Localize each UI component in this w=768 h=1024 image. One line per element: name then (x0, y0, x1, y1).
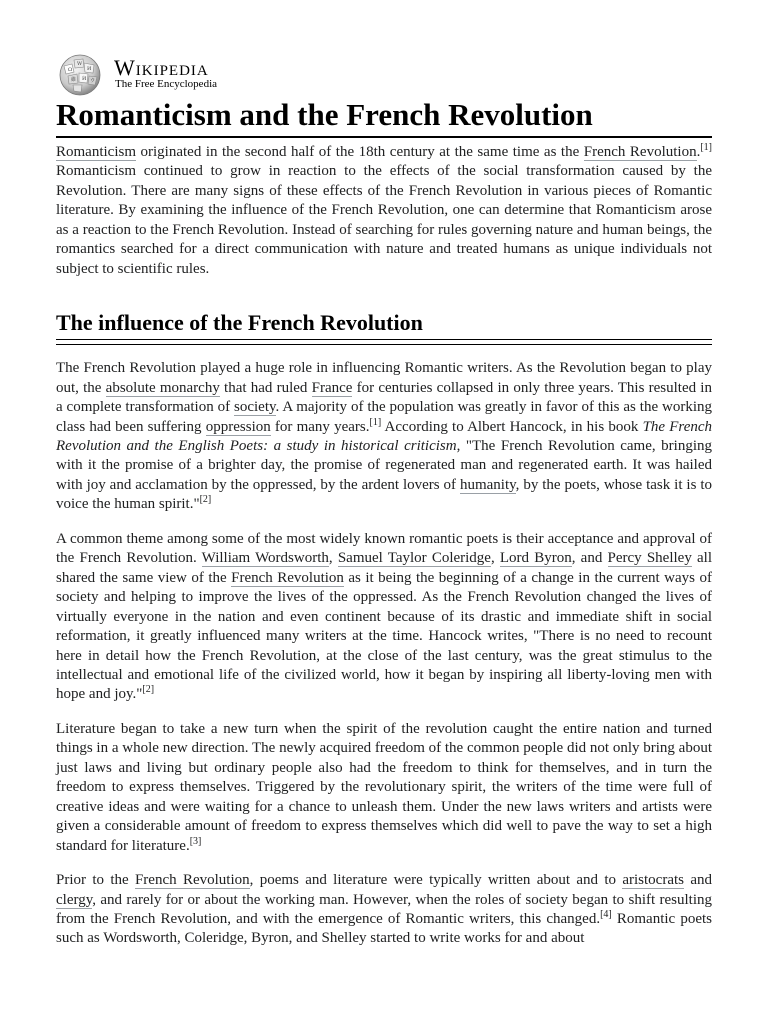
paragraph-text: for centuries collapsed in only three years. This resulted in a complete transformation of (56, 379, 712, 416)
citation-ref-2[interactable]: [2] (199, 494, 212, 506)
citation-ref-3[interactable]: [3] (189, 835, 202, 847)
paragraph-text: , and rarely for or about the working man. However, when the roles of society began to shift resulting from the French Revolution, and with the emergence of Romantic writers, this changed. (56, 891, 712, 927)
link-absolute-monarchy[interactable]: absolute monarchy (105, 379, 220, 396)
paragraph-text: that had ruled (219, 379, 312, 396)
svg-text:ウ: ウ (90, 78, 96, 84)
svg-text:維: 維 (71, 77, 77, 83)
paragraph-text: as it being the beginning of a change in the current ways of society and helping to improve the lives of the oppressed. As the French Revolution changed the lives of virtually everyone in the nation and even continent because of its drastic and immediate shift in social reformation, it greatly influenced many writers at the time. Hancock writes, "There is no need to recount here in detail how the French Revolution, at the close of the last century, was the great stimulus to the intellectual and emotional life of the civilized world, how it began by inspiring all liberty-loving men with hope and joy." (56, 569, 712, 703)
svg-text:W: W (77, 61, 83, 67)
paragraph-text: , (490, 550, 500, 567)
svg-text:Ѝ: Ѝ (82, 76, 87, 82)
wikipedia-globe-logo-icon[interactable] (56, 54, 104, 96)
paragraph-text: and (684, 872, 712, 889)
paragraph-text: According to Albert Hancock, in his book (381, 418, 643, 435)
paragraph-text: for many years. (270, 418, 370, 435)
link-french-revolution[interactable]: French Revolution (231, 569, 344, 586)
paragraph-text: , by the poets, whose task it is to voice the human spirit." (56, 476, 712, 513)
link-samuel-taylor-coleridge[interactable]: Samuel Taylor Coleridge (337, 550, 491, 567)
link-oppression[interactable]: oppression (205, 418, 271, 435)
wikipedia-wordmark[interactable]: Wikipedia (114, 55, 209, 80)
paragraph-text: The French Revolution played a huge role in influencing Romantic writers. As the Revolution began to play out, the (56, 360, 712, 396)
link-aristocrats[interactable]: aristocrats (622, 872, 684, 889)
citation-ref-1[interactable]: [1] (369, 416, 382, 428)
svg-text:И: И (87, 66, 92, 72)
paragraph-text: all shared the same view of the (56, 550, 712, 586)
citation-ref-4[interactable]: [4] (600, 908, 612, 920)
intro-text: . (696, 144, 701, 160)
citation-ref-1[interactable]: [1] (700, 142, 712, 153)
link-society[interactable]: society (234, 399, 276, 416)
link-lord-byron[interactable]: Lord Byron (499, 550, 572, 567)
intro-text: originated in the second half of the 18th century at the same time as the (136, 144, 584, 160)
wikipedia-tagline: The Free Encyclopedia (115, 78, 218, 90)
book-title: The French Revolution and the English Poets: a study in historical criticism (56, 418, 713, 454)
paragraph-text: Prior to the (56, 872, 135, 889)
paragraph-text: A common theme among some of the most widely known romantic poets is their acceptance and approval of the French Revolution. (56, 530, 712, 567)
article-body (56, 143, 712, 964)
paragraph-text: , poems and literature were typically written about and to (249, 872, 623, 889)
intro-text: Romanticism continued to grow in reaction to the effects of the social transformation caused by the Revolution. There are many signs of these effects of the French Revolution in various pieces of Romantic literature. By examining the influence of the French Revolution, one can determine that Romanticism arose as a reaction to the French Revolution. Instead of searching for rules governing nature and human beings, the romantics searched for a direct communication with nature and treated humans as unique individuals not subject to scientific rules. (56, 163, 712, 277)
section-paragraph-1 (56, 359, 712, 515)
article-title: Romanticism and the French Revolution (56, 96, 712, 138)
link-romanticism[interactable]: Romanticism (56, 144, 136, 160)
paragraph-text: , "The French Revolution came, bringing with it the promise of a brighter day, the promise of regenerated man and regenerated earth. It was hailed with joy and acclamation by the oppressed, by the ardent lovers of (56, 437, 712, 493)
wikipedia-header[interactable] (56, 54, 356, 96)
link-france[interactable]: France (311, 379, 353, 396)
paragraph-text: , (328, 550, 338, 567)
paragraph-text: Literature began to take a new turn when the spirit of the revolution caught the entire nation and turned things in a whole new direction. The newly acquired freedom of the common people did not only bring about just laws and living but ordinary people also had the freedom to think for themselves, and in turn the freedom to express themselves. Triggered by the revolutionary spirit, the writers of the time were full of creative ideas and were waiting for a chance to unleash them. Under the new laws writers and artists were given a considerable amount of freedom to express themselves which did well to pave the way to set a high standard for literature. (56, 720, 712, 854)
paragraph-text: Romantic poets such as Wordsworth, Coleridge, Byron, and Shelley started to write works for and about (56, 910, 712, 947)
section-paragraph-4 (56, 871, 712, 949)
paragraph-text: , and (571, 550, 608, 567)
link-french-revolution[interactable]: French Revolution (583, 144, 697, 160)
section-paragraph-2 (56, 530, 712, 705)
citation-ref-2[interactable]: [2] (142, 684, 155, 696)
link-french-revolution[interactable]: French Revolution (134, 872, 250, 889)
intro-paragraph (56, 143, 712, 279)
link-humanity[interactable]: humanity (459, 476, 516, 493)
svg-text:Ω: Ω (68, 67, 73, 73)
section-paragraph-3 (56, 720, 712, 856)
link-percy-shelley[interactable]: Percy Shelley (607, 550, 692, 567)
link-clergy[interactable]: clergy (56, 891, 93, 908)
section-heading-influence: The influence of the French Revolution (56, 309, 712, 340)
link-william-wordsworth[interactable]: William Wordsworth (201, 550, 329, 567)
paragraph-text: . A majority of the population was greatly in favor of this as the working class had been suffering (56, 399, 712, 435)
